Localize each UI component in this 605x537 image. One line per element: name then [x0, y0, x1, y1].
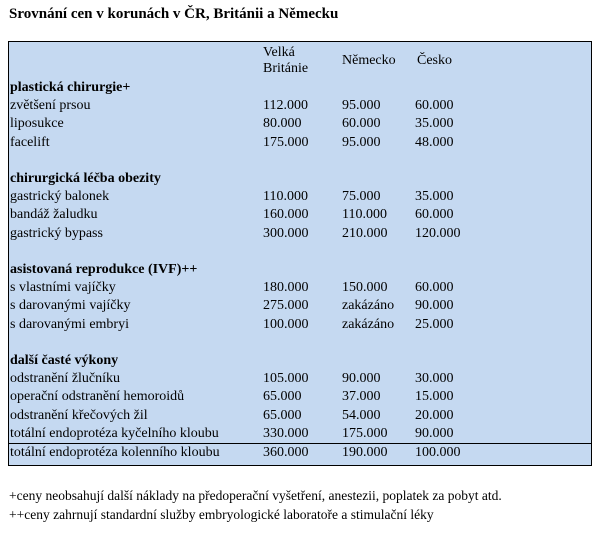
section-header — [9, 352, 591, 370]
price-uk: 105.000 — [263, 371, 309, 387]
blank-row — [9, 334, 591, 352]
column-header-de: Německo — [342, 53, 396, 68]
table-row — [9, 225, 591, 243]
row-label: s darovanými embryi — [10, 316, 129, 332]
row-label: liposukce — [10, 116, 64, 132]
blank-row — [9, 152, 591, 170]
footnote-2: ++ceny zahrnují standardní služby embryologické laboratoře a stimulační léky — [9, 507, 434, 522]
section-label: další časté výkony — [10, 353, 119, 368]
section-label: asistovaná reprodukce (IVF)++ — [10, 262, 198, 277]
row-label: operační odstranění hemoroidů — [10, 389, 185, 405]
price-uk: 100.000 — [263, 316, 309, 332]
price-de: 110.000 — [342, 207, 387, 223]
row-label: totální endoprotéza kolenního kloubu — [10, 445, 220, 460]
section-header — [9, 79, 591, 97]
table-row — [9, 316, 591, 334]
price-uk: 180.000 — [263, 280, 309, 296]
section-label: plastická chirurgie+ — [10, 80, 131, 95]
row-label: facelift — [10, 134, 50, 150]
document-title: Srovnání cen v korunách v ČR, Británii a Německu — [9, 6, 339, 22]
price-cz: 48.000 — [415, 134, 454, 150]
price-cz: 35.000 — [415, 116, 454, 132]
section-label: chirurgická léčba obezity — [10, 171, 161, 186]
price-de: 175.000 — [342, 425, 388, 441]
price-uk: 110.000 — [263, 189, 308, 205]
price-de: 75.000 — [342, 189, 381, 205]
row-label: odstranění žlučníku — [10, 371, 121, 387]
footnote-1: +ceny neobsahují další náklady na předoperační vyšetření, anestezii, poplatek za pobyt atd. — [9, 488, 502, 503]
table-row — [9, 279, 591, 297]
price-de: 37.000 — [342, 389, 381, 405]
table-row — [9, 443, 591, 462]
table-row — [9, 297, 591, 315]
price-de: zakázáno — [342, 316, 395, 332]
table-row — [9, 188, 591, 206]
price-de: 54.000 — [342, 407, 381, 423]
row-label: gastrický balonek — [10, 189, 110, 205]
row-label: zvětšení prsou — [10, 98, 91, 114]
column-header-uk — [263, 45, 308, 77]
column-header-cz: Česko — [417, 53, 452, 68]
table-row — [9, 425, 591, 443]
price-uk: 330.000 — [263, 425, 309, 441]
price-de: 60.000 — [342, 116, 381, 132]
price-de: 150.000 — [342, 280, 388, 296]
price-uk: 112.000 — [263, 98, 308, 114]
price-uk: 65.000 — [263, 407, 302, 423]
row-label: s vlastními vajíčky — [10, 280, 116, 296]
row-label: s darovanými vajíčky — [10, 298, 131, 314]
price-cz: 90.000 — [415, 425, 454, 441]
row-label: bandáž žaludku — [10, 207, 98, 223]
price-cz: 60.000 — [415, 207, 454, 223]
table-row — [9, 115, 591, 133]
price-cz: 120.000 — [415, 225, 461, 241]
price-cz: 60.000 — [415, 280, 454, 296]
price-cz: 35.000 — [415, 189, 454, 205]
price-de: zakázáno — [342, 298, 395, 314]
column-header-uk-line2: Británie — [263, 61, 309, 76]
table-row — [9, 134, 591, 152]
table-row — [9, 206, 591, 224]
price-cz: 60.000 — [415, 98, 454, 114]
price-de: 90.000 — [342, 371, 381, 387]
section-header — [9, 261, 591, 279]
price-de: 190.000 — [342, 445, 388, 460]
column-header-uk-line1: Velká — [263, 45, 295, 60]
price-uk: 175.000 — [263, 134, 309, 150]
price-uk: 300.000 — [263, 225, 309, 241]
price-uk: 80.000 — [263, 116, 302, 132]
price-comparison-table — [8, 41, 592, 466]
price-uk: 160.000 — [263, 207, 309, 223]
price-cz: 90.000 — [415, 298, 454, 314]
price-de: 95.000 — [342, 98, 381, 114]
row-label: gastrický bypass — [10, 225, 103, 241]
row-label: totální endoprotéza kyčelního kloubu — [10, 425, 219, 441]
price-uk: 275.000 — [263, 298, 309, 314]
footnotes — [9, 486, 502, 524]
section-header — [9, 170, 591, 188]
price-uk: 360.000 — [263, 445, 309, 460]
price-cz: 30.000 — [415, 371, 454, 387]
table-row — [9, 97, 591, 115]
price-cz: 20.000 — [415, 407, 454, 423]
price-uk: 65.000 — [263, 389, 302, 405]
price-de: 210.000 — [342, 225, 388, 241]
price-cz: 25.000 — [415, 316, 454, 332]
table-row — [9, 407, 591, 425]
price-cz: 15.000 — [415, 389, 454, 405]
blank-row — [9, 243, 591, 261]
row-label: odstranění křečových žil — [10, 407, 148, 423]
table-row — [9, 388, 591, 406]
price-cz: 100.000 — [415, 445, 461, 460]
price-de: 95.000 — [342, 134, 381, 150]
table-row — [9, 370, 591, 388]
